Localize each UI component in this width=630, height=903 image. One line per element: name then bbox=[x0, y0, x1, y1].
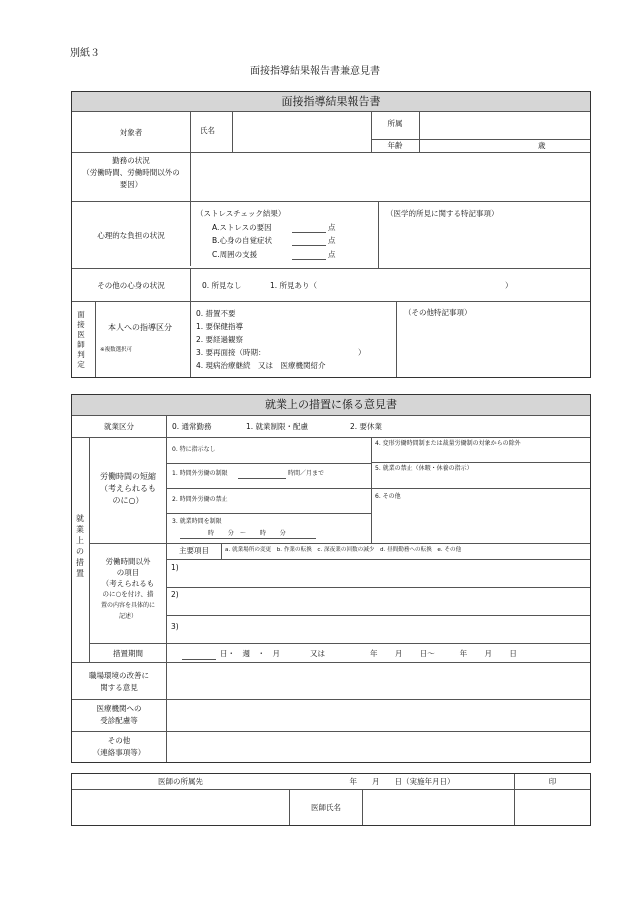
hours-option-6[interactable]: 6. その他 bbox=[375, 493, 401, 500]
medical-findings-label: （医学的所見に関する特記事項） bbox=[386, 209, 499, 218]
stress-factor-label: A.ストレスの要因 bbox=[212, 223, 272, 232]
doctor-affiliation-field[interactable] bbox=[74, 791, 286, 824]
other-items-label: 労働時間以外 の項目 （考えられるも のに○を付け、措 置の内容を具体的に 記述） bbox=[100, 557, 155, 620]
work-class-leave[interactable]: 2. 要休業 bbox=[350, 422, 383, 431]
hours-option-1[interactable]: 1. 時間外労働の制限 bbox=[172, 470, 228, 477]
seal-field[interactable] bbox=[516, 791, 589, 824]
guidance-option-0[interactable]: 0. 措置不要 bbox=[196, 309, 236, 318]
points-unit: 点 bbox=[328, 223, 336, 232]
hours-option-2[interactable]: 2. 時間外労働の禁止 bbox=[172, 496, 228, 503]
measure-item-3-field[interactable] bbox=[180, 617, 588, 641]
medical-referral-label: 医療機関への 受診配慮等 bbox=[96, 704, 142, 725]
work-class-restricted[interactable]: 1. 就業制限・配慮 bbox=[246, 422, 309, 431]
other-notes-field[interactable] bbox=[168, 733, 588, 761]
guidance-option-1[interactable]: 1. 要保健指導 bbox=[196, 322, 244, 331]
guidance-option-4[interactable]: 4. 現病治療継続 又は 医療機関紹介 bbox=[196, 361, 326, 370]
stress-check-title: （ストレスチェック結果） bbox=[196, 209, 286, 218]
doctor-name-label: 医師氏名 bbox=[311, 803, 341, 812]
work-class-normal[interactable]: 0. 通常勤務 bbox=[172, 422, 212, 431]
multi-select-note: ※複数選択可 bbox=[100, 347, 133, 353]
mental-burden-label: 心理的な負担の状況 bbox=[97, 230, 165, 240]
name-field[interactable] bbox=[234, 113, 370, 151]
medical-referral-field[interactable] bbox=[168, 701, 588, 729]
measure-item-2-field[interactable] bbox=[180, 589, 588, 613]
hours-option-3[interactable]: 3. 就業時間を制限 bbox=[172, 518, 222, 525]
doctor-name-field[interactable] bbox=[364, 791, 512, 824]
period-label: 措置期間 bbox=[113, 648, 143, 658]
affiliation-field[interactable] bbox=[421, 113, 589, 137]
exam-date-label: 年 月 日（実施年月日） bbox=[349, 777, 455, 786]
overtime-hours-field[interactable] bbox=[238, 478, 286, 479]
period-text: 日・ 週 ・ 月 又は 年 月 日～ 年 月 日 bbox=[220, 649, 517, 658]
support-score[interactable] bbox=[292, 259, 326, 260]
support-label: C.周囲の支援 bbox=[212, 250, 258, 259]
hours-range-field[interactable] bbox=[180, 538, 316, 539]
name-label: 氏名 bbox=[200, 126, 215, 135]
measure-item-1-field[interactable] bbox=[180, 561, 588, 585]
symptoms-label: B.心身の自覚症状 bbox=[212, 236, 273, 245]
period-number-field[interactable] bbox=[182, 659, 216, 660]
hours-option-4[interactable]: 4. 変形労働時間制または裁量労働制の対象からの除外 bbox=[375, 440, 521, 447]
hours-option-0[interactable]: 0. 特に指示なし bbox=[172, 446, 216, 453]
judgment-vertical-label: 面接医師判定 bbox=[77, 310, 85, 369]
points-unit: 点 bbox=[328, 236, 336, 245]
guidance-option-2[interactable]: 2. 要経過観察 bbox=[196, 335, 244, 344]
doctor-affiliation-label: 医師の所属先 bbox=[158, 777, 203, 786]
work-class-label: 就業区分 bbox=[104, 422, 134, 431]
hours-option-5[interactable]: 5. 就業の禁止（休暇・休養の指示） bbox=[375, 465, 473, 472]
workplace-opinion-field[interactable] bbox=[168, 664, 588, 697]
report-header: 面接指導結果報告書 bbox=[72, 92, 590, 111]
document-title: 面接指導結果報告書兼意見書 bbox=[250, 66, 380, 77]
measures-vertical-label: 就業上の措置 bbox=[76, 514, 84, 578]
other-status-label: その他の心身の状況 bbox=[97, 280, 165, 290]
age-label: 年齢 bbox=[387, 141, 403, 150]
main-items-list: a. 就業場所の変更 b. 作業の転換 c. 深夜業の回数の減少 d. 昼間勤務への転換 e. その他 bbox=[225, 547, 462, 553]
opinion-header: 就業上の措置に係る意見書 bbox=[72, 395, 590, 415]
hours-range-text: 時 分 ～ 時 分 bbox=[208, 530, 286, 537]
annex-label: 別紙３ bbox=[70, 48, 100, 59]
other-notes-row-label: その他 （連絡事項等） bbox=[92, 736, 146, 757]
work-status-label: 勤務の状況 （労働時間、労働時間以外の 要因） bbox=[82, 156, 180, 189]
guidance-option-3[interactable]: 3. 要再面接（時期： bbox=[196, 348, 266, 357]
workplace-opinion-label: 職場環境の改善に 関する意見 bbox=[89, 671, 149, 692]
status-option-present[interactable]: 1. 所見あり（ bbox=[270, 281, 318, 290]
status-option-none[interactable]: 0. 所見なし bbox=[202, 281, 242, 290]
hours-short-label: 労働時間の短縮 （考えられるも のに○） bbox=[100, 472, 156, 505]
other-notes-label: （その他特記事項） bbox=[404, 308, 472, 317]
seal-label: 印 bbox=[548, 777, 557, 786]
affiliation-label: 所属 bbox=[387, 119, 403, 128]
guidance-label: 本人への指導区分 bbox=[108, 323, 172, 332]
main-items-label: 主要項目 bbox=[179, 546, 209, 555]
age-unit: 歳 bbox=[538, 141, 546, 150]
work-status-field[interactable] bbox=[192, 154, 588, 199]
symptoms-score[interactable] bbox=[292, 245, 326, 246]
stress-factor-score[interactable] bbox=[292, 232, 326, 233]
points-unit: 点 bbox=[328, 250, 336, 259]
subject-label: 対象者 bbox=[119, 127, 143, 137]
